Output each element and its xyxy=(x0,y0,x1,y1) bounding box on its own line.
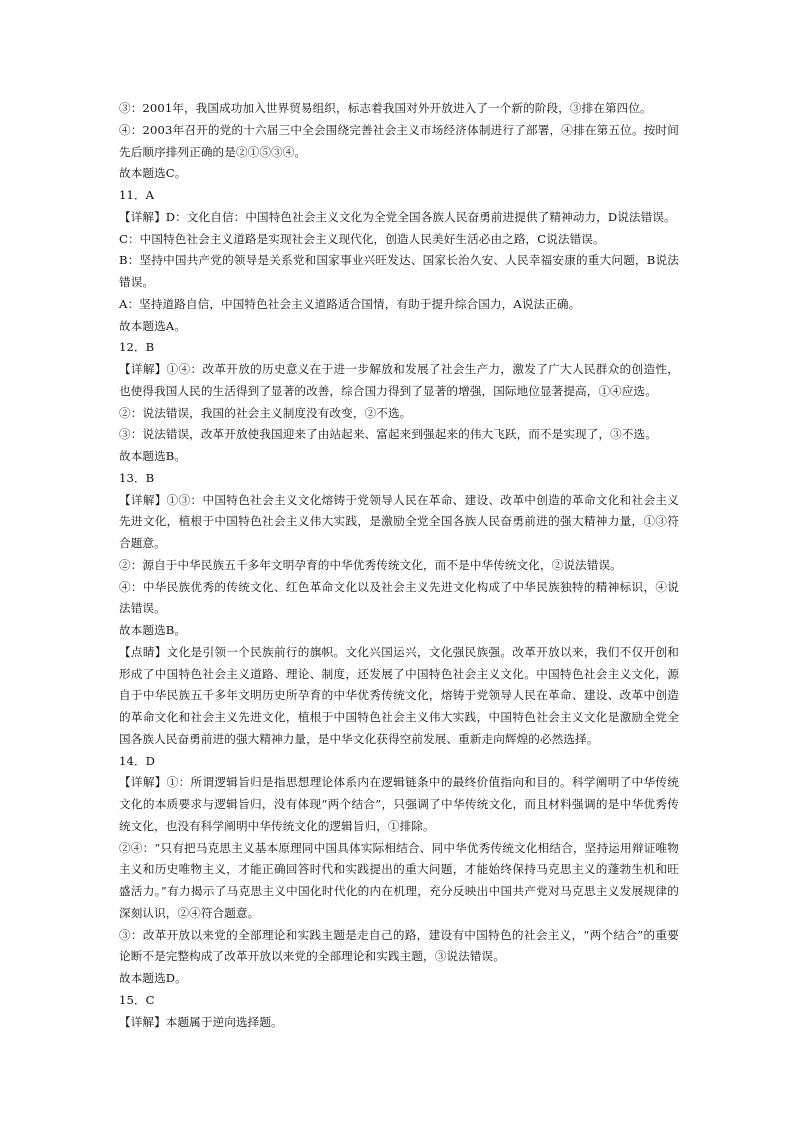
text-line: ③：说法错误，改革开放使我国迎来了由站起来、富起来到强起来的伟大飞跃，而不是实现了，③不选。 xyxy=(119,427,657,442)
text-line: ④：中华民族优秀的传统文化、红色革命文化以及社会主义先进文化构成了中华民族独特的精神标识，④说法错误。 xyxy=(119,579,679,616)
text-line: ③：2001年，我国成功加入世界贸易组织，标志着我国对外开放进入了一个新的阶段，③排在第四位。 xyxy=(119,101,652,115)
question-number: 13．B xyxy=(119,470,155,485)
question-number: 11．A xyxy=(119,188,155,202)
text-line: 【点睛】文化是引领一个民族前行的旗帜。文化兴国运兴，文化强民族强。改革开放以来，我们不仅开创和形成了中国特色社会主义道路、理论、制度，还发展了中国特色社会主义文化。中国特色社会主义文化，源自于中华民族五千多年文明历史所孕育的中华优秀传统文化，熔铸于党领导人民在革命、建设、改革中创造的革命文化和社会主义先进文化，植根于中国特色社会主义伟大实践，中国特色社会主义文化是激励全党全国各族人民奋勇前进的强大精神力量，是中华文化获得空前发展、重新走向辉煌的必然选择。 xyxy=(119,644,679,746)
text-line: A：坚持道路自信，中国特色社会主义道路适合国情，有助于提升综合国力，A说法正确。 xyxy=(119,296,581,311)
text-line: 【详解】①④：改革开放的历史意义在于进一步解放和发展了社会生产力，激发了广大人民群众的创造性，也使得我国人民的生活得到了显著的改善，综合国力得到了显著的增强，国际地位显著提高，①④应选。 xyxy=(119,362,679,398)
text-line: ②：说法错误，我国的社会主义制度没有改变，②不选。 xyxy=(119,405,412,420)
text-line: 故本题选B。 xyxy=(119,623,187,637)
text-line: ④：2003年召开的党的十六届三中全会围绕完善社会主义市场经济体制进行了部署，④排在第五位。按时间先后顺序排列正确的是②①⑤③④。 xyxy=(119,122,679,159)
text-line: ③：改革开放以来党的全部理论和实践主题是走自己的路，建设有中国特色的社会主义，“两个结合”的重要论断不是完整构成了改革开放以来党的全部理论和实践主题，③说法错误。 xyxy=(119,927,679,964)
question-number: 12．B xyxy=(119,340,155,355)
text-line: 【详解】①：所谓逻辑旨归是指思想理论体系内在逻辑链条中的最终价值指向和目的。科学阐明了中华传统文化的本质要求与逻辑旨归，没有体现“两个结合”，只强调了中华传统文化，而且材料强调的是中华优秀传统文化，也没有科学阐明中华传统文化的逻辑旨归，①排除。 xyxy=(119,775,679,833)
question-number: 15．C xyxy=(119,992,155,1007)
text-line: 故本题选B。 xyxy=(119,449,187,463)
text-line: 【详解】D：文化自信：中国特色社会主义文化为全党全国各族人民奋勇前进提供了精神动力，D说法错误。 xyxy=(119,209,676,224)
text-line: ②④：“只有把马克思主义基本原理同中国具体实际相结合、同中华优秀传统文化相结合，坚持运用辩证唯物主义和历史唯物主义，才能正确回答时代和实践提出的重大问题，才能始终保持马克思主义的蓬勃生机和旺盛活力。”有力揭示了马克思主义中国化时代化的内在机理，充分反映出中国共产党对马克思主义发展规律的深刻认识，②④符合题意。 xyxy=(119,840,679,920)
text-line: 故本题选C。 xyxy=(119,166,187,181)
text-line: B：坚持中国共产党的领导是关系党和国家事业兴旺发达、国家长治久安、人民幸福安康的重大问题，B说法错误。 xyxy=(119,253,679,289)
text-line: 【详解】①③：中国特色社会主义文化熔铸于党领导人民在革命、建设、改革中创造的革命文化和社会主义先进文化，植根于中国特色社会主义伟大实践，是激励全党全国各族人民奋勇前进的强大精神力量，①③符合题意。 xyxy=(119,492,679,550)
text-line: 故本题选A。 xyxy=(119,318,186,333)
answer-page xyxy=(119,98,679,1033)
text-line: 【详解】本题属于逆向选择题。 xyxy=(119,1014,283,1029)
text-line: C：中国特色社会主义道路是实现社会主义现代化，创造人民美好生活必由之路，C说法错误。 xyxy=(119,231,605,246)
text-line: ②：源自于中华民族五千多年文明孕育的中华优秀传统文化，而不是中华传统文化，②说法错误。 xyxy=(119,557,622,572)
question-number: 14．D xyxy=(119,753,156,768)
text-line: 故本题选D。 xyxy=(119,971,187,985)
